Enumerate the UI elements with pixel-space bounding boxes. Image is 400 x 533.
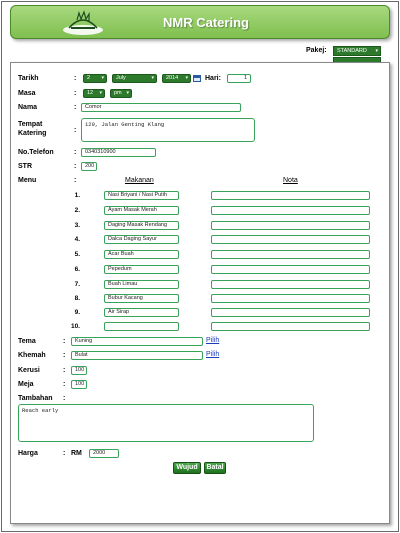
hari-label: Hari:: [205, 75, 221, 82]
nota-input[interactable]: [211, 265, 370, 274]
currency-label: RM: [71, 450, 82, 457]
wujud-button[interactable]: Wujud: [173, 462, 201, 474]
menu-row-number: 2.: [74, 207, 80, 214]
makanan-header: Makanan: [125, 177, 154, 184]
colon: :: [74, 177, 77, 184]
makanan-input[interactable]: Nasi Briyani / Nasi Putih: [104, 191, 179, 200]
menu-row-number: 4.: [74, 236, 80, 243]
colon: :: [74, 104, 77, 111]
tambahan-textarea[interactable]: Reach early: [18, 404, 314, 442]
nota-input[interactable]: [211, 308, 370, 317]
batal-button[interactable]: Batal: [204, 462, 226, 474]
nota-input[interactable]: [211, 221, 370, 230]
pakej-select[interactable]: STANDARD ▾: [333, 46, 381, 56]
colon: :: [74, 75, 77, 82]
nota-input[interactable]: [211, 294, 370, 303]
catering-logo-icon: [59, 10, 107, 36]
menu-row-number: 3.: [74, 222, 80, 229]
telefon-input[interactable]: 0340310900: [81, 148, 156, 157]
colon: :: [63, 395, 66, 402]
telefon-label: No.Telefon: [18, 149, 54, 156]
tambahan-label: Tambahan: [18, 395, 53, 402]
menu-row-number: 8.: [74, 295, 80, 302]
makanan-input[interactable]: Ayam Masak Merah: [104, 206, 179, 215]
makanan-input[interactable]: Pepedum: [104, 265, 179, 274]
makanan-input[interactable]: Air Sirap: [104, 308, 179, 317]
colon: :: [74, 127, 77, 134]
katering-label: Katering: [18, 130, 47, 137]
ampm-select[interactable]: pm ▾: [110, 89, 132, 98]
makanan-input[interactable]: Daging Masak Rendang: [104, 221, 179, 230]
colon: :: [63, 450, 66, 457]
khemah-pilih-link[interactable]: Pilih: [206, 351, 220, 358]
hour-select[interactable]: 12 ▾: [83, 89, 105, 98]
tarikh-label: Tarikh: [18, 75, 39, 82]
menu-row-number: 10.: [70, 323, 80, 330]
menu-row-number: 1.: [74, 192, 80, 199]
colon: :: [74, 163, 77, 170]
year-select[interactable]: 2014 ▾: [162, 74, 191, 83]
nota-input[interactable]: [211, 235, 370, 244]
colon: :: [63, 338, 66, 345]
nama-label: Nama: [18, 104, 38, 111]
meja-input[interactable]: 100: [71, 380, 87, 389]
khemah-input[interactable]: Bulat: [71, 351, 203, 360]
colon: :: [63, 367, 66, 374]
hari-input[interactable]: 1: [227, 74, 251, 83]
makanan-input[interactable]: [104, 322, 179, 331]
month-select[interactable]: July ▾: [112, 74, 157, 83]
kerusi-input[interactable]: 100: [71, 366, 87, 375]
menu-row-number: 9.: [74, 309, 80, 316]
header-bar: [10, 5, 390, 39]
str-input[interactable]: 200: [81, 162, 97, 171]
makanan-input[interactable]: Dalca Daging Sayur: [104, 235, 179, 244]
colon: :: [63, 381, 66, 388]
nama-input[interactable]: Comor: [81, 103, 241, 112]
day-select[interactable]: 2 ▾: [83, 74, 107, 83]
nota-header: Nota: [283, 177, 298, 184]
str-label: STR: [18, 163, 32, 170]
makanan-input[interactable]: Buah Limau: [104, 280, 179, 289]
tempat-textarea[interactable]: 129, Jalan Genting Klang: [81, 118, 255, 142]
menu-row-number: 7.: [74, 281, 80, 288]
colon: :: [74, 90, 77, 97]
nota-input[interactable]: [211, 322, 370, 331]
masa-label: Masa: [18, 90, 36, 97]
tema-label: Tema: [18, 338, 36, 345]
khemah-label: Khemah: [18, 352, 46, 359]
colon: :: [63, 352, 66, 359]
harga-input[interactable]: 2000: [89, 449, 119, 458]
nota-input[interactable]: [211, 250, 370, 259]
menu-row-number: 5.: [74, 251, 80, 258]
makanan-input[interactable]: Bubur Kacang: [104, 294, 179, 303]
menu-label: Menu: [18, 177, 37, 184]
colon: :: [74, 149, 77, 156]
pakej-label: Pakej:: [306, 47, 327, 54]
nota-input[interactable]: [211, 206, 370, 215]
nota-input[interactable]: [211, 280, 370, 289]
nota-input[interactable]: [211, 191, 370, 200]
tema-input[interactable]: Kuning: [71, 337, 203, 346]
tema-pilih-link[interactable]: Pilih: [206, 337, 220, 344]
tempat-label: Tempat: [18, 121, 43, 128]
menu-row-number: 6.: [74, 266, 80, 273]
page-title: NMR Catering: [163, 15, 249, 30]
makanan-input[interactable]: Acar Buah: [104, 250, 179, 259]
calendar-icon[interactable]: [193, 75, 201, 82]
meja-label: Meja: [18, 381, 34, 388]
kerusi-label: Kerusi: [18, 367, 40, 374]
harga-label: Harga: [18, 450, 38, 457]
